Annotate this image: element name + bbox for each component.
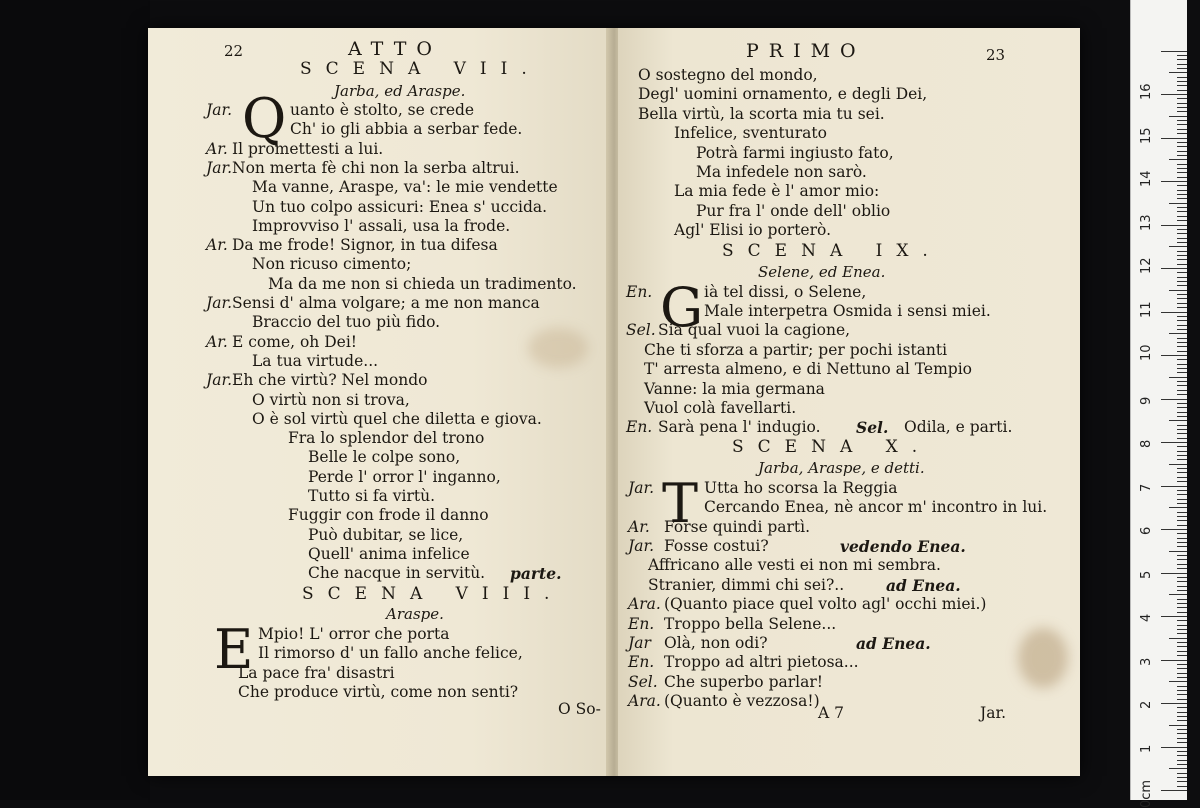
ruler-label: 11 xyxy=(1139,300,1154,318)
ruler-tick xyxy=(1177,438,1187,439)
ruler-tick xyxy=(1177,124,1187,125)
ruler-label: 14 xyxy=(1139,170,1154,187)
ruler-tick xyxy=(1169,638,1187,639)
ruler-tick xyxy=(1177,564,1187,565)
paper-stain xyxy=(528,328,588,368)
verse-line: Mpio! L' orror che porta xyxy=(258,624,450,643)
verse-line: Pur fra l' onde dell' oblio xyxy=(696,201,891,220)
ruler-tick xyxy=(1177,477,1187,478)
ruler-tick xyxy=(1177,490,1187,491)
ruler-tick xyxy=(1177,372,1187,373)
ruler-tick xyxy=(1177,233,1187,234)
ruler-tick xyxy=(1177,773,1187,774)
ruler-tick xyxy=(1177,342,1187,343)
verse-line: Il promettesti a lui. xyxy=(232,139,384,158)
verse-line: Eh che virtù? Nel mondo xyxy=(232,371,428,390)
speaker-label: En. xyxy=(626,418,653,437)
ruler-tick xyxy=(1177,242,1187,243)
ruler-tick xyxy=(1177,664,1187,665)
ruler-tick xyxy=(1177,107,1187,108)
ruler-tick xyxy=(1169,464,1187,465)
ruler-tick xyxy=(1177,642,1187,643)
ruler-tick xyxy=(1177,133,1187,134)
verse-line: Non ricuso cimento; xyxy=(252,255,412,274)
ruler-tick xyxy=(1169,768,1187,769)
ruler-tick xyxy=(1177,694,1187,695)
verse-line: E come, oh Dei! xyxy=(232,332,358,351)
ruler-tick xyxy=(1177,429,1187,430)
stage-direction: parte. xyxy=(510,564,562,584)
ruler-tick xyxy=(1177,707,1187,708)
ruler-tick xyxy=(1161,529,1187,530)
ruler-tick xyxy=(1177,412,1187,413)
ruler-tick xyxy=(1177,90,1187,91)
catchword: Jar. xyxy=(980,704,1007,722)
stage-direction: ad Enea. xyxy=(886,575,961,595)
verse-line: Fra lo splendor del trono xyxy=(288,429,485,448)
scene-title: SCENA X. xyxy=(732,436,932,457)
ruler-label: 0cm xyxy=(1139,779,1154,808)
verse-line: La pace fra' disastri xyxy=(238,663,395,682)
ruler-tick xyxy=(1177,359,1187,360)
verse-line: Non merta fè chi non la serba altrui. xyxy=(232,158,520,177)
verse-line: Belle le colpe sono, xyxy=(308,448,461,467)
ruler-tick xyxy=(1177,668,1187,669)
ruler-tick xyxy=(1177,516,1187,517)
running-head: ATTO xyxy=(348,38,442,60)
ruler-tick xyxy=(1177,533,1187,534)
ruler-tick xyxy=(1177,390,1187,391)
verse-line: Affricano alle vesti ei non mi sembra. xyxy=(648,556,941,575)
ruler-tick xyxy=(1177,503,1187,504)
verse-line: Troppo ad altri pietosa... xyxy=(664,653,859,672)
speaker-label: En. xyxy=(628,653,655,672)
ruler-tick xyxy=(1177,716,1187,717)
ruler-tick xyxy=(1177,407,1187,408)
scene-cast: Jarba, Araspe, e detti. xyxy=(758,458,925,477)
verse-line: Ma infedele non sarò. xyxy=(696,163,867,181)
ruler-tick xyxy=(1177,111,1187,112)
page-number: 22 xyxy=(224,42,244,60)
ruler-tick xyxy=(1177,425,1187,426)
ruler-tick xyxy=(1177,677,1187,678)
ruler-tick xyxy=(1169,159,1187,160)
ruler-tick xyxy=(1177,185,1187,186)
speaker-label: Jar. xyxy=(206,371,233,390)
speaker-label: Jar. xyxy=(206,158,233,177)
speaker-label: Sel. xyxy=(626,321,656,340)
ruler-tick xyxy=(1169,420,1187,421)
verse-line: Infelice, sventurato xyxy=(674,124,827,143)
ruler-tick xyxy=(1177,264,1187,265)
ruler-tick xyxy=(1177,155,1187,156)
verse-line: Utta ho scorsa la Reggia xyxy=(704,478,898,497)
ruler-tick xyxy=(1177,603,1187,604)
verse-line: Ch' io gli abbia a serbar fede. xyxy=(290,120,523,139)
page-number: 23 xyxy=(986,46,1006,64)
ruler-label: 6 xyxy=(1139,526,1154,535)
verse-line: Agl' Elisi io porterò. xyxy=(674,221,832,240)
ruler-tick xyxy=(1177,451,1187,452)
ruler-tick xyxy=(1177,472,1187,473)
ruler-tick xyxy=(1177,760,1187,761)
ruler-tick xyxy=(1177,381,1187,382)
ruler-label: 2 xyxy=(1139,700,1154,709)
ruler-tick xyxy=(1177,64,1187,65)
ruler-tick xyxy=(1177,764,1187,765)
verse-line: Braccio del tuo più fido. xyxy=(252,313,441,332)
ruler-tick xyxy=(1169,116,1187,117)
ruler-tick xyxy=(1161,312,1187,313)
running-head: PRIMO xyxy=(746,40,866,62)
ruler-tick xyxy=(1177,755,1187,756)
speaker-label: Ara. xyxy=(628,595,661,614)
ruler-tick xyxy=(1177,455,1187,456)
ruler-label: 12 xyxy=(1139,257,1154,274)
ruler-tick xyxy=(1177,285,1187,286)
ruler-tick xyxy=(1177,712,1187,713)
ruler-tick xyxy=(1161,747,1187,748)
ruler-tick xyxy=(1161,138,1187,139)
scene-title: SCENA IX. xyxy=(722,240,942,261)
ruler-tick xyxy=(1161,660,1187,661)
ruler-tick xyxy=(1177,281,1187,282)
ruler-tick xyxy=(1161,51,1187,52)
ruler-tick xyxy=(1177,294,1187,295)
ruler-tick xyxy=(1169,725,1187,726)
ruler-tick xyxy=(1177,459,1187,460)
ruler-tick xyxy=(1161,616,1187,617)
ruler-tick xyxy=(1177,538,1187,539)
ruler-tick xyxy=(1177,177,1187,178)
ruler-tick xyxy=(1169,290,1187,291)
ruler-tick xyxy=(1177,325,1187,326)
ruler-tick xyxy=(1177,320,1187,321)
ruler-label: 1 xyxy=(1139,744,1154,753)
ruler-tick xyxy=(1177,168,1187,169)
ruler-tick xyxy=(1177,190,1187,191)
ruler-tick xyxy=(1177,220,1187,221)
drop-cap: E xyxy=(214,617,254,681)
ruler-tick xyxy=(1177,68,1187,69)
ruler-tick xyxy=(1177,129,1187,130)
background-left xyxy=(0,0,150,800)
ruler-tick xyxy=(1177,433,1187,434)
ruler-tick xyxy=(1177,238,1187,239)
ruler-label: 9 xyxy=(1139,396,1154,405)
ruler-tick xyxy=(1177,512,1187,513)
measuring-ruler xyxy=(1130,0,1187,808)
ruler-tick xyxy=(1177,733,1187,734)
ruler-tick xyxy=(1177,172,1187,173)
verse-line: uanto è stolto, se crede xyxy=(290,101,475,119)
ruler-tick xyxy=(1177,316,1187,317)
ruler-tick xyxy=(1177,255,1187,256)
verse-line: O sostegno del mondo, xyxy=(638,66,818,84)
ruler-tick xyxy=(1177,146,1187,147)
verse-line: Ma vanne, Araspe, va': le mie vendette xyxy=(252,178,558,197)
verse-line: Odila, e parti. xyxy=(904,418,1013,437)
speaker-label: En. xyxy=(626,282,653,301)
speaker-label: Ar. xyxy=(206,139,228,158)
open-book xyxy=(148,28,1080,776)
verse-line: Sarà pena l' indugio. xyxy=(658,418,821,437)
speaker-label: Sel. xyxy=(856,418,889,438)
verse-line: Perde l' orror l' inganno, xyxy=(308,467,501,486)
ruler-tick xyxy=(1177,198,1187,199)
ruler-tick xyxy=(1177,385,1187,386)
ruler-tick xyxy=(1177,699,1187,700)
ruler-tick xyxy=(1169,507,1187,508)
verse-line: Quell' anima infelice xyxy=(308,544,470,563)
verse-line: Che superbo parlar! xyxy=(664,672,823,691)
ruler-tick xyxy=(1177,446,1187,447)
ruler-tick xyxy=(1177,216,1187,217)
ruler-label: 8 xyxy=(1139,439,1154,448)
speaker-label: En. xyxy=(628,614,655,633)
ruler-tick xyxy=(1177,142,1187,143)
ruler-tick xyxy=(1177,629,1187,630)
verse-line: Che nacque in servitù. xyxy=(308,564,486,583)
ruler-tick xyxy=(1169,72,1187,73)
ruler-tick xyxy=(1177,251,1187,252)
verse-line: Vuol colà favellarti. xyxy=(644,399,797,417)
ruler-tick xyxy=(1177,164,1187,165)
ruler-tick xyxy=(1177,577,1187,578)
ruler-label: 15 xyxy=(1139,126,1154,144)
verse-line: La mia fede è l' amor mio: xyxy=(674,182,880,201)
ruler-tick xyxy=(1177,403,1187,404)
ruler-tick xyxy=(1177,59,1187,60)
ruler-tick xyxy=(1177,151,1187,152)
ruler-label: 13 xyxy=(1139,213,1154,231)
verse-line: Vanne: la mia germana xyxy=(644,379,825,398)
speaker-label: Jar. xyxy=(206,294,233,312)
verse-line: (Quanto piace quel volto agl' occhi miei.) xyxy=(664,595,987,614)
verse-line: Stranier, dimmi chi sei?.. xyxy=(648,575,845,594)
ruler-tick xyxy=(1177,633,1187,634)
ruler-tick xyxy=(1177,520,1187,521)
ruler-tick xyxy=(1161,486,1187,487)
ruler-label: 5 xyxy=(1139,570,1154,579)
ruler-tick xyxy=(1177,673,1187,674)
ruler-tick xyxy=(1177,720,1187,721)
ruler-tick xyxy=(1177,194,1187,195)
verse-line: (Quanto è vezzosa!) xyxy=(664,692,820,711)
ruler-tick xyxy=(1177,272,1187,273)
verse-line: Che produce virtù, come non senti? xyxy=(238,683,519,701)
verse-line: Da me frode! Signor, in tua difesa xyxy=(232,236,498,255)
ruler-tick xyxy=(1161,225,1187,226)
verse-line: Male interpetra Osmida i sensi miei. xyxy=(704,302,991,320)
ruler-tick xyxy=(1177,742,1187,743)
ruler-tick xyxy=(1177,651,1187,652)
verse-line: Fuggir con frode il danno xyxy=(288,506,489,525)
ruler-tick xyxy=(1177,364,1187,365)
ruler-tick xyxy=(1177,559,1187,560)
ruler-tick xyxy=(1177,329,1187,330)
verse-line: Fosse costui? xyxy=(664,537,769,555)
ruler-tick xyxy=(1177,303,1187,304)
signature-mark: A 7 xyxy=(818,704,844,722)
ruler-tick xyxy=(1169,551,1187,552)
catchword: O So- xyxy=(558,700,601,718)
ruler-label: 10 xyxy=(1139,344,1154,361)
ruler-tick xyxy=(1177,568,1187,569)
scene-cast: Araspe. xyxy=(386,604,444,623)
ruler-tick xyxy=(1177,207,1187,208)
verse-line: Troppo bella Selene... xyxy=(664,614,837,633)
scene-cast: Jarba, ed Araspe. xyxy=(334,82,466,100)
drop-cap: Q xyxy=(242,87,287,150)
ruler-label: 16 xyxy=(1139,83,1154,100)
verse-line: T' arresta almeno, e di Nettuno al Tempio xyxy=(644,360,973,379)
ruler-tick xyxy=(1177,81,1187,82)
ruler-tick xyxy=(1161,442,1187,443)
ruler-tick xyxy=(1177,542,1187,543)
ruler-tick xyxy=(1177,307,1187,308)
ruler-tick xyxy=(1177,351,1187,352)
scene-cast: Selene, ed Enea. xyxy=(758,262,886,281)
verse-line: Può dubitar, se lice, xyxy=(308,525,464,544)
speaker-label: Jar xyxy=(628,634,651,652)
verse-line: Potrà farmi ingiusto fato, xyxy=(696,143,894,162)
ruler-tick xyxy=(1169,377,1187,378)
ruler-tick xyxy=(1177,394,1187,395)
verse-line: O è sol virtù quel che diletta e giova. xyxy=(252,409,542,428)
ruler-tick xyxy=(1177,259,1187,260)
ruler-tick xyxy=(1177,786,1187,787)
ruler-tick xyxy=(1161,94,1187,95)
ruler-tick xyxy=(1177,499,1187,500)
ruler-tick xyxy=(1177,620,1187,621)
speaker-label: Ar. xyxy=(206,236,228,255)
drop-cap: T xyxy=(662,471,699,535)
ruler-tick xyxy=(1177,646,1187,647)
ruler-tick xyxy=(1177,98,1187,99)
ruler-tick xyxy=(1177,494,1187,495)
verse-line: Forse quindi partì. xyxy=(664,517,811,536)
paper-stain xyxy=(1018,628,1068,688)
ruler-tick xyxy=(1177,686,1187,687)
ruler-tick xyxy=(1169,203,1187,204)
drop-cap: G xyxy=(660,275,704,339)
scene-title: SCENA VIII. xyxy=(302,583,564,604)
ruler-tick xyxy=(1177,655,1187,656)
ruler-tick xyxy=(1177,625,1187,626)
ruler-tick xyxy=(1177,85,1187,86)
scene-title: SCENA VII. xyxy=(300,59,541,79)
ruler-label: 7 xyxy=(1139,483,1154,492)
speaker-label: Jar. xyxy=(628,478,655,497)
verse-line: ià tel dissi, o Selene, xyxy=(704,282,867,301)
verse-line: Il rimorso d' un fallo anche felice, xyxy=(258,644,523,662)
ruler-tick xyxy=(1177,468,1187,469)
right-page xyxy=(618,28,1080,776)
verse-line: Improvviso l' assali, usa la frode. xyxy=(252,216,511,235)
ruler-tick xyxy=(1177,211,1187,212)
ruler-tick xyxy=(1177,555,1187,556)
ruler-tick xyxy=(1161,181,1187,182)
ruler-tick xyxy=(1169,333,1187,334)
speaker-label: Jar. xyxy=(628,537,655,555)
verse-line: O virtù non si trova, xyxy=(252,390,410,409)
speaker-label: Ar. xyxy=(628,517,650,536)
ruler-tick xyxy=(1177,546,1187,547)
ruler-tick xyxy=(1177,229,1187,230)
speaker-label: Ara. xyxy=(628,692,661,711)
speaker-label: Sel. xyxy=(628,672,658,691)
verse-line: Che ti sforza a partir; per pochi istanti xyxy=(644,340,948,359)
ruler-tick xyxy=(1161,573,1187,574)
speaker-label: Jar. xyxy=(206,101,233,119)
speaker-label: Ar. xyxy=(206,332,228,351)
ruler-tick xyxy=(1161,355,1187,356)
ruler-tick xyxy=(1177,751,1187,752)
ruler-tick xyxy=(1177,590,1187,591)
verse-line: Cercando Enea, nè ancor m' incontro in lui. xyxy=(704,498,1048,517)
ruler-tick xyxy=(1161,268,1187,269)
ruler-tick xyxy=(1177,103,1187,104)
ruler-tick xyxy=(1177,481,1187,482)
verse-line: Degl' uomini ornamento, e degli Dei, xyxy=(638,85,928,104)
left-page xyxy=(148,28,610,776)
verse-line: Ma da me non si chieda un tradimento. xyxy=(268,274,577,293)
ruler-tick xyxy=(1177,607,1187,608)
stage-direction: ad Enea. xyxy=(856,634,931,653)
ruler-tick xyxy=(1177,777,1187,778)
ruler-tick xyxy=(1169,246,1187,247)
ruler-tick xyxy=(1161,790,1187,791)
ruler-tick xyxy=(1177,581,1187,582)
verse-line: Olà, non odi? xyxy=(664,634,768,652)
ruler-tick xyxy=(1177,525,1187,526)
verse-line: La tua virtude... xyxy=(252,351,379,370)
ruler-label: 4 xyxy=(1139,613,1154,622)
ruler-label: 3 xyxy=(1139,657,1154,666)
ruler-tick xyxy=(1169,681,1187,682)
ruler-tick xyxy=(1177,120,1187,121)
stage-direction: vedendo Enea. xyxy=(840,537,966,556)
ruler-tick xyxy=(1177,338,1187,339)
ruler-tick xyxy=(1161,703,1187,704)
ruler-tick xyxy=(1177,346,1187,347)
ruler-tick xyxy=(1177,612,1187,613)
ruler-tick xyxy=(1177,738,1187,739)
ruler-tick xyxy=(1177,690,1187,691)
ruler-tick xyxy=(1177,599,1187,600)
ruler-tick xyxy=(1177,298,1187,299)
ruler-tick xyxy=(1177,586,1187,587)
ruler-tick xyxy=(1177,77,1187,78)
verse-line: Bella virtù, la scorta mia tu sei. xyxy=(638,104,885,123)
ruler-tick xyxy=(1161,399,1187,400)
verse-line: Tutto si fa virtù. xyxy=(308,487,436,505)
verse-line: Sia qual vuoi la cagione, xyxy=(658,321,851,340)
ruler-tick xyxy=(1177,781,1187,782)
verse-line: Un tuo colpo assicuri: Enea s' uccida. xyxy=(252,197,548,216)
ruler-tick xyxy=(1177,368,1187,369)
ruler-tick xyxy=(1177,55,1187,56)
ruler-tick xyxy=(1177,277,1187,278)
ruler-tick xyxy=(1177,729,1187,730)
ruler-tick xyxy=(1169,594,1187,595)
verse-line: Sensi d' alma volgare; a me non manca xyxy=(232,294,540,312)
ruler-tick xyxy=(1177,416,1187,417)
